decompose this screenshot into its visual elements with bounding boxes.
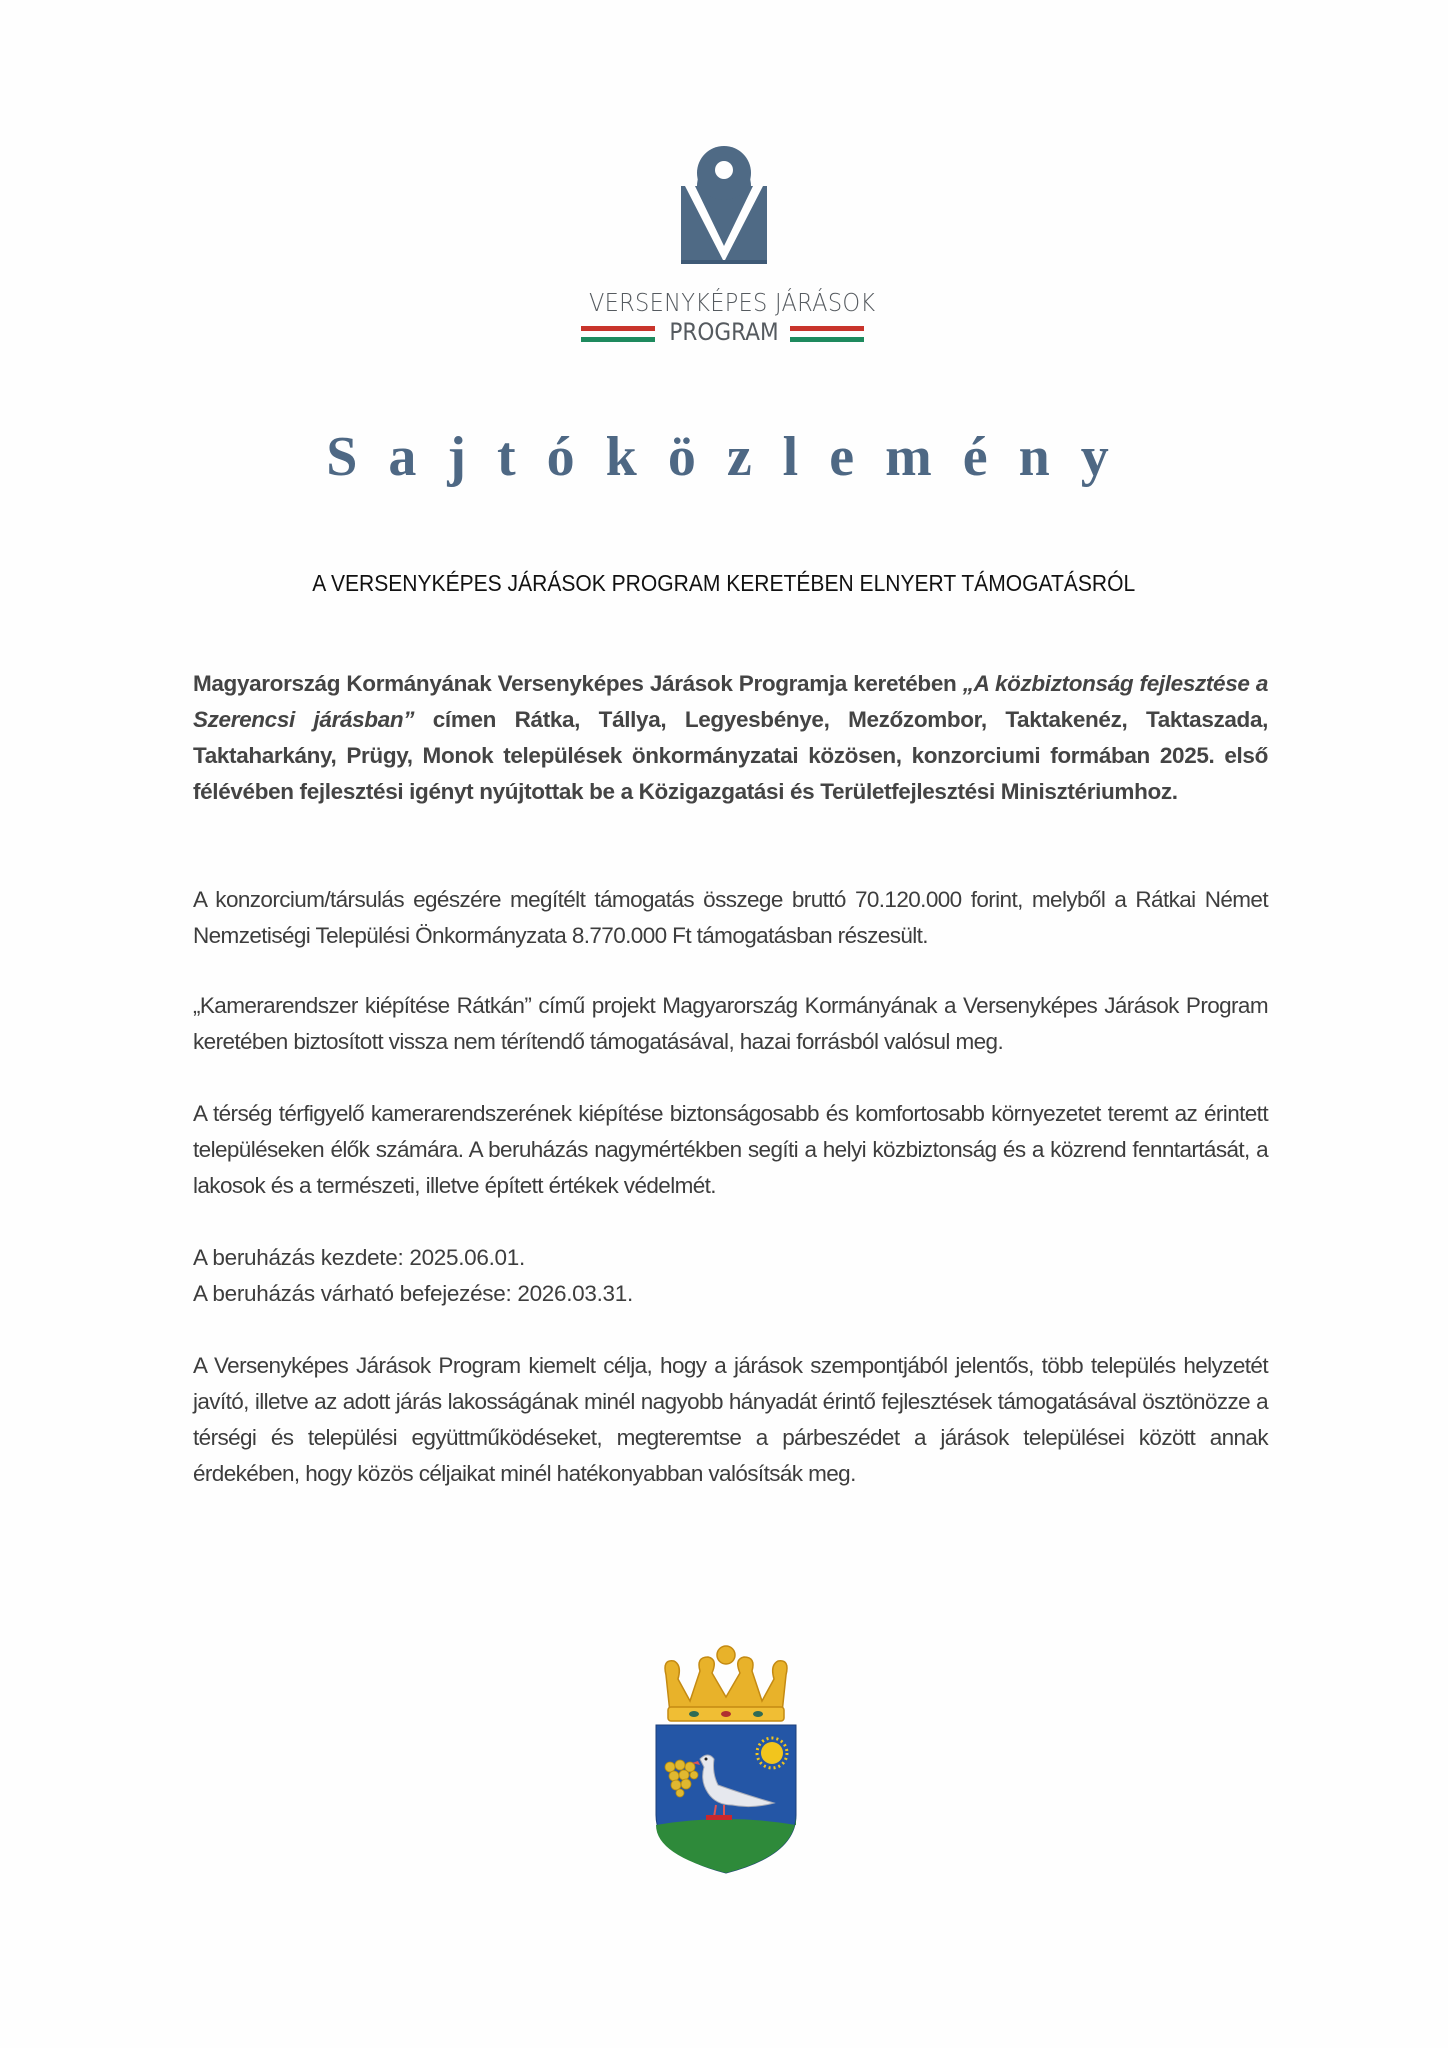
logo-name-line1: VERSENYKÉPES JÁRÁSOK: [589, 288, 876, 317]
impact-paragraph: A térség térfigyelő kamerarendszerének kiépítése biztonságosabb és komfortosabb környezetet teremt az érintett településeken élők számára. A beruházás nagymértékben segíti a helyi közbiztonság és a közrend fenntartását, a lakosok és a természeti, illetve épített értékek védelmét.: [193, 1101, 1268, 1198]
coat-of-arms-icon: [652, 1645, 800, 1875]
funding-paragraph: A konzorcium/társulás egészére megítélt támogatás összege bruttó 70.120.000 forint, melyből a Rátkai Német Nemzetiségi Települési Önkormányzata 8.770.000 Ft támogatásban részesült.: [193, 887, 1268, 948]
page-title: Sajtóközlemény: [326, 426, 1140, 488]
project-title-italic: „A közbiztonság fejlesztése a Szerencsi járásban”: [193, 671, 1268, 732]
program-logo: [574, 140, 874, 355]
logo-stripe-green-right: [790, 337, 864, 342]
subtitle-text: A VERSENYKÉPES JÁRÁSOK PROGRAM KERETÉBEN ELNYERT TÁMOGATÁSRÓL: [312, 570, 1136, 596]
schedule-block: [193, 1240, 1268, 1312]
start-date: A beruházás kezdete: 2025.06.01.: [193, 1245, 525, 1270]
crown-icon: [665, 1646, 787, 1721]
intro-text-after: címen Rátka, Tállya, Legyesbénye, Mezőzombor, Taktakenéz, Taktaszada, Taktaharkány, Prügy, Monok települések önkormányzatai közösen, konzorciumi formában 2025. első félévében fejlesztési igényt nyújtottak be a Közigazgatási és Területfejlesztési Minisztériumhoz.: [193, 707, 1269, 804]
intro-paragraph: [193, 666, 1268, 810]
intro-text-before: Magyarország Kormányának Versenyképes Járások Programja keretében: [193, 671, 963, 696]
project-description-paragraph: „Kamerarendszer kiépítése Rátkán” című projekt Magyarország Kormányának a Versenyképes Járások Program keretében biztosított vissza nem térítendő támogatásával, hazai forrásból valósul meg.: [193, 993, 1268, 1054]
map-pin-v-logo-icon: [681, 146, 767, 264]
document-subtitle: [0, 570, 1448, 597]
logo-name-line2: PROGRAM: [669, 318, 779, 346]
end-date: A beruházás várható befejezése: 2026.03.31.: [193, 1281, 633, 1306]
logo-stripe-red-right: [790, 326, 864, 331]
program-goal-paragraph: A Versenyképes Járások Program kiemelt célja, hogy a járások szempontjából jelentős, több település helyzetét javító, illetve az adott járás lakosságának minél nagyobb hányadát érintő fejlesztések támogatásával ösztönözze a térségi és települési együttműködéseket, megteremtse a párbeszédet a járások települései között annak érdekében, hogy közös céljaikat minél hatékonyabban valósítsák meg.: [193, 1353, 1268, 1486]
